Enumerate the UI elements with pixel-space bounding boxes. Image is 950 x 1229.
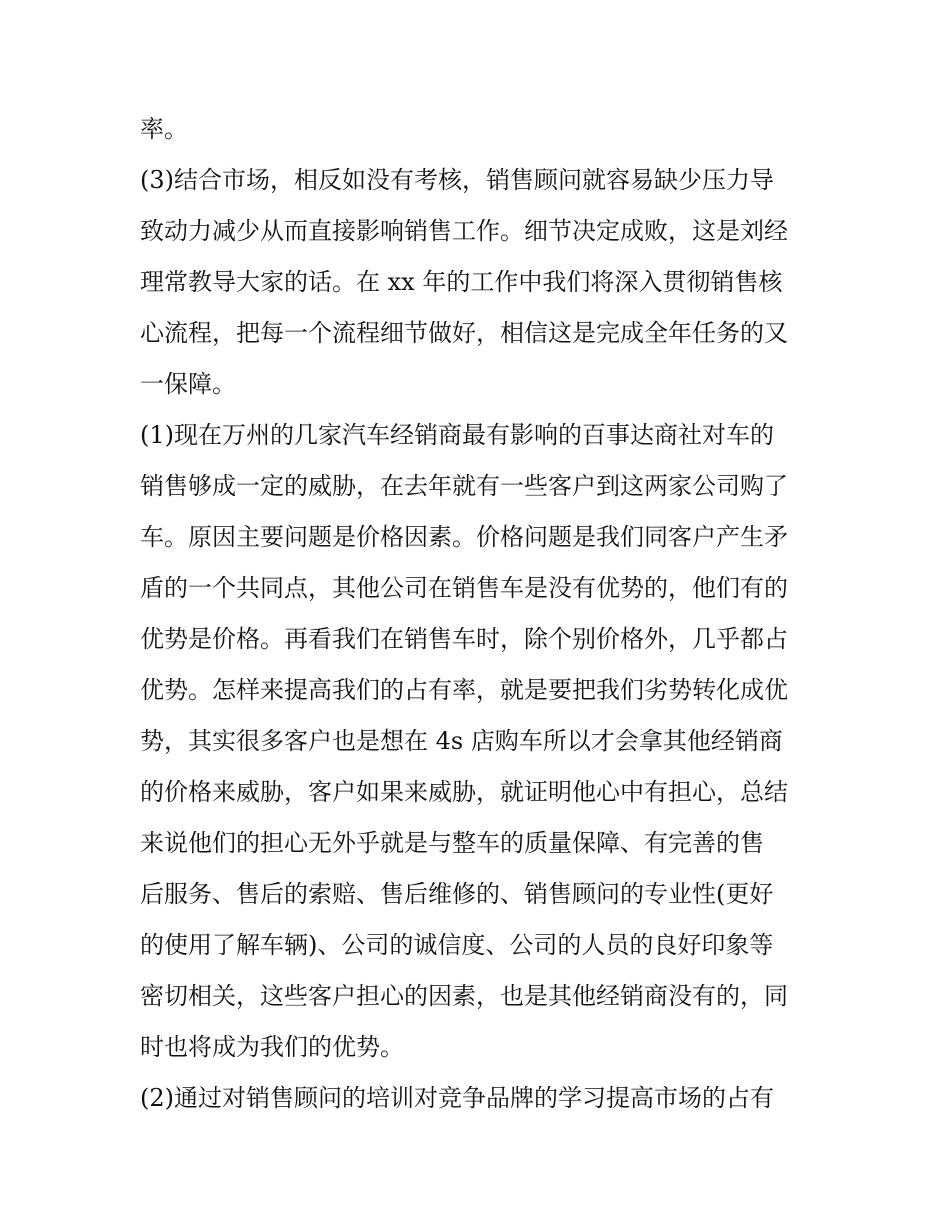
text-line: 一保障。	[140, 370, 236, 398]
text-line: 心流程，把每一个流程细节做好，相信这是完成全年任务的又	[140, 319, 788, 347]
text-line: 的使用了解车辆)、公司的诚信度、公司的人员的良好印象等	[140, 931, 774, 959]
text-line: 势，其实很多客户也是想在 4s 店购车所以才会拿其他经销商	[140, 727, 783, 755]
text-line: 密切相关，这些客户担心的因素，也是其他经销商没有的，同	[140, 982, 788, 1010]
text-line: 率。	[140, 115, 188, 143]
text-line: 时也将成为我们的优势。	[140, 1033, 404, 1061]
text-line: 优势是价格。再看我们在销售车时，除个别价格外，几乎都占	[140, 625, 788, 653]
text-line: (3)结合市场，相反如没有考核，销售顾问就容易缺少压力导	[140, 166, 774, 194]
text-line: 致动力减少从而直接影响销售工作。细节决定成败，这是刘经	[140, 217, 788, 245]
text-line: 盾的一个共同点，其他公司在销售车是没有优势的，他们有的	[140, 574, 788, 602]
text-line: 销售够成一定的威胁，在去年就有一些客户到这两家公司购了	[140, 472, 788, 500]
text-line: 车。原因主要问题是价格因素。价格问题是我们同客户产生矛	[140, 523, 788, 551]
text-line: (2)通过对销售顾问的培训对竞争品牌的学习提高市场的占有	[140, 1084, 774, 1112]
text-line: 来说他们的担心无外乎就是与整车的质量保障、有完善的售	[140, 829, 764, 857]
text-line: 理常教导大家的话。在 xx 年的工作中我们将深入贯彻销售核	[140, 268, 783, 296]
text-line: 后服务、售后的索赔、售后维修的、销售顾问的专业性(更好	[140, 880, 774, 908]
text-line: (1)现在万州的几家汽车经销商最有影响的百事达商社对车的	[140, 421, 774, 449]
text-line: 的价格来威胁，客户如果来威胁，就证明他心中有担心，总结	[140, 778, 788, 806]
text-line: 优势。怎样来提高我们的占有率，就是要把我们劣势转化成优	[140, 676, 788, 704]
